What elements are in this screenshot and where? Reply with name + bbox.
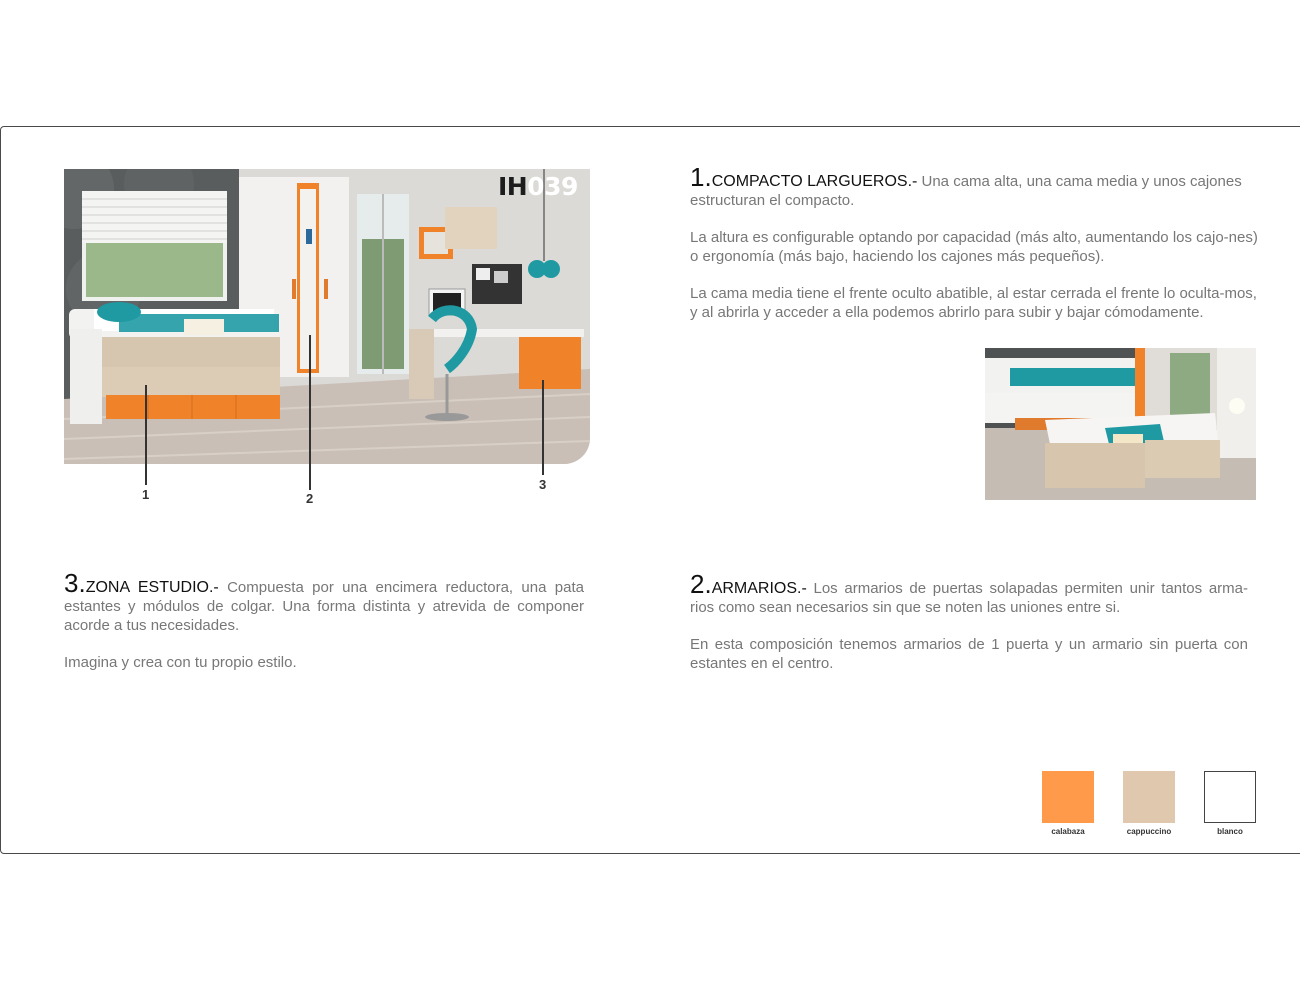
section-paragraph: En esta composición tenemos armarios de 1 puerta y un armario sin puerta con estantes en el centro. [690,636,1248,672]
section-title: ZONA ESTUDIO.- [85,579,219,596]
swatch-label-blanco: blanco [1217,827,1243,836]
section-number: 3. [64,568,86,598]
section-paragraph: La altura es configurable optando por capacidad (más alto, aumentando los cajo-nes) o ergonomía (más bajo, haciendo los cajones más pequeños). [690,229,1258,265]
callout-line-3 [542,380,544,475]
section-number: 1. [690,162,712,192]
section-paragraph: La cama media tiene el frente oculto abatible, al estar cerrada el frente lo oculta-mos, y al abrirla y acceder a ella podemos abrirlo para subir y bajar cómodamente. [690,285,1257,321]
section-paragraph: Imagina y crea con tu propio estilo. [64,654,297,671]
section-number: 2. [690,569,712,599]
callout-line-2 [309,335,311,490]
callout-number-2: 2 [306,491,314,506]
callout-number-1: 1 [142,487,150,502]
callout-line-1 [145,385,147,485]
callout-number-3: 3 [539,477,547,492]
section-lead-text: Los armarios de puertas solapadas permiten unir tantos arma-rios como sean necesarios sin que se noten las uniones entre si. [690,580,1248,616]
section-armarios-lead [690,569,1248,617]
section-armarios [690,569,1248,691]
product-code-number: 039 [527,172,578,201]
section-title: ARMARIOS.- [711,580,807,597]
swatch-label-calabaza: calabaza [1051,827,1085,836]
product-code [498,172,578,201]
section-title: COMPACTO LARGUEROS.- [711,173,918,190]
swatch-blanco [1204,771,1256,823]
bedroom-photo [64,169,590,464]
section-compacto [690,162,1262,340]
section-lead-text: Compuesta por una encimera reductora, una pata estantes y módulos de colgar. Una forma distinta y atrevida de componer acorde a tus necesidades. [64,579,584,634]
section-zona-estudio-lead [64,568,584,635]
product-code-prefix: IH [498,172,528,201]
section-zona-estudio [64,568,584,690]
swatch-calabaza [1042,771,1094,823]
trundle-bed-photo [985,348,1256,500]
swatch-label-cappuccino: cappuccino [1126,827,1172,836]
swatch-cappuccino [1123,771,1175,823]
section-compacto-lead [690,162,1262,210]
section-lead-text: Una cama alta, una cama media y unos cajones estructuran el compacto. [690,173,1242,209]
